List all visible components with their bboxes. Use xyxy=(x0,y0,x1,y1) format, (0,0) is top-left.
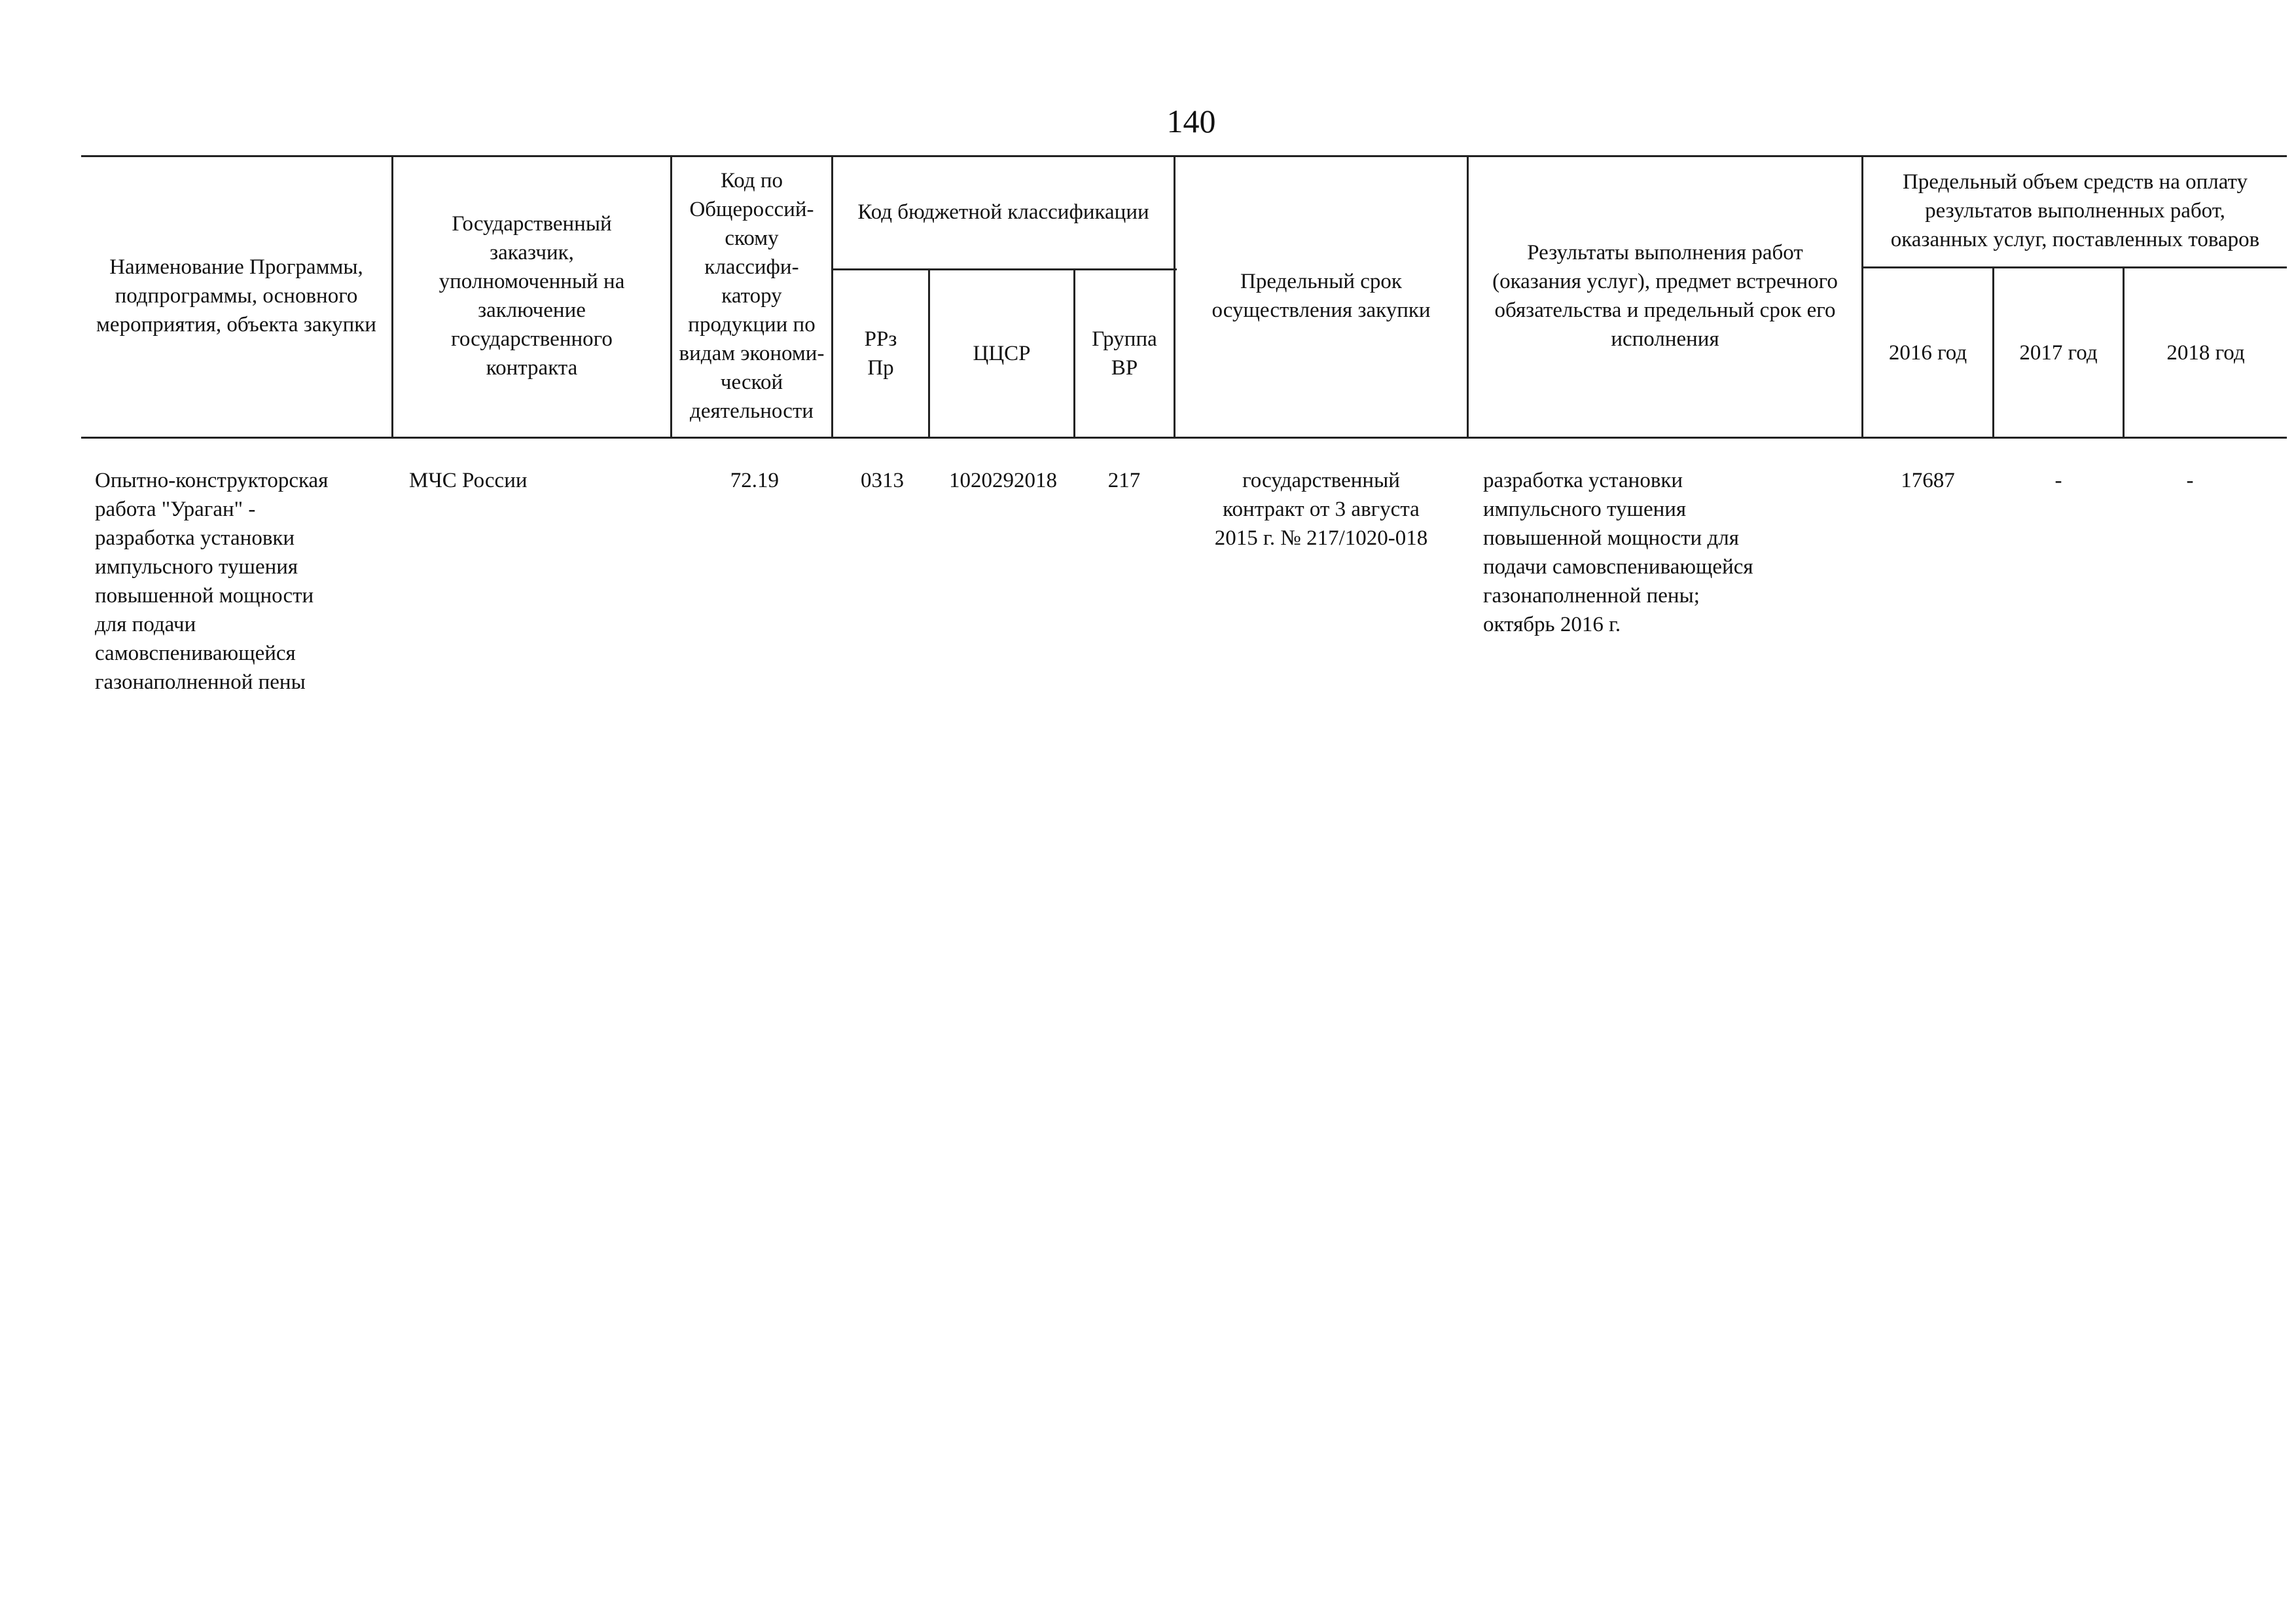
header-name: Наименование Программы, подпрограммы, основного мероприятия, объекта закупки xyxy=(96,255,376,337)
header-year-2017: 2017 год xyxy=(2019,340,2098,365)
row-vr: 217 xyxy=(1107,469,1141,492)
header-budget-code: Код бюджетной классификации xyxy=(857,200,1149,224)
header-year-2018: 2018 год xyxy=(2166,340,2245,365)
header-deadline: Предельный срок осуществления закупки xyxy=(1211,270,1431,322)
header-customer: Государственный заказчик, уполномоченный на заключение государственного контракта xyxy=(439,212,625,380)
row-rzpr: 0313 xyxy=(861,469,904,492)
header-vr: Группа ВР xyxy=(1092,327,1157,380)
header-rzpr: РРз Пр xyxy=(864,327,897,380)
header-volume: Предельный объем средств на оплату результатов выполненных работ, оказанных услуг, поставленных товаров xyxy=(1890,170,2260,251)
page-number: 140 xyxy=(1166,103,1216,139)
row-value-2016: 17687 xyxy=(1901,469,1955,492)
header-year-2016: 2016 год xyxy=(1888,340,1967,365)
row-customer: МЧС России xyxy=(409,469,528,492)
row-cscr: 1020292018 xyxy=(949,469,1057,492)
header-cscr: ЦЦСР xyxy=(973,342,1031,365)
row-deadline: государственный контракт от 3 августа 2015 г. № 217/1020-018 xyxy=(1214,469,1428,550)
header-bottom-border xyxy=(81,437,2287,439)
header-okved: Код по Общероссий-скому классифи-катору продукции по видам экономи-ческой деятельности xyxy=(679,169,825,423)
row-okved: 72.19 xyxy=(730,469,779,492)
row-results: разработка установки импульсного тушения повышенной мощности для подачи самовспенивающейся газонаполненной пены; октябрь 2016 г. xyxy=(1483,469,1753,636)
row-value-2018: - xyxy=(2186,469,2194,492)
header-results: Результаты выполнения работ (оказания услуг), предмет встречного обязательства и предельный срок его исполнения xyxy=(1492,241,1838,351)
row-name: Опытно-конструкторская работа "Ураган" - разработка установки импульсного тушения повышенной мощности для подачи самовспенивающейся газонаполненной пены xyxy=(95,469,329,694)
row-value-2017: - xyxy=(2054,469,2062,492)
